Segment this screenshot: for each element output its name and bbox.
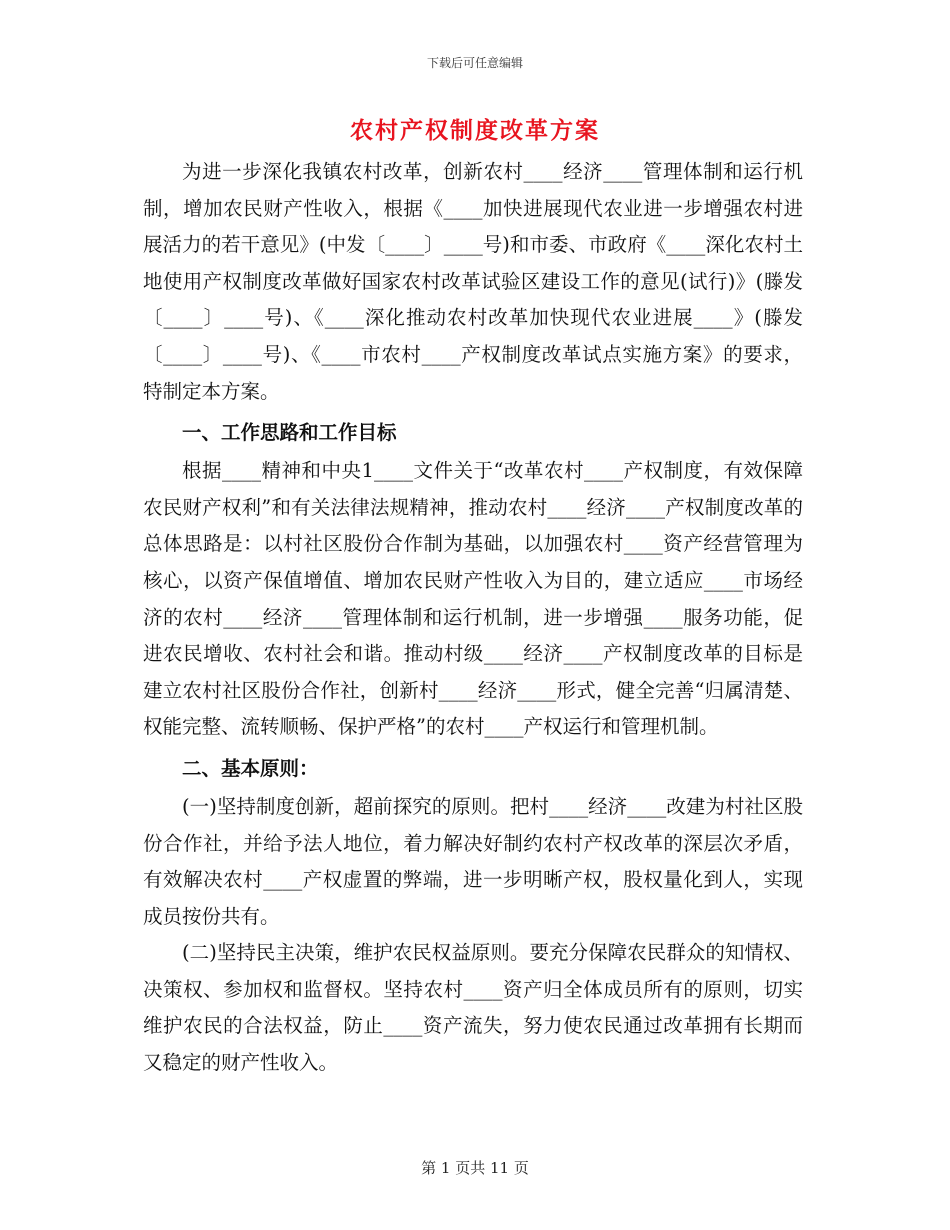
intro-paragraph: 为进一步深化我镇农村改革，创新农村____经济____管理体制和运行机制，增加农民财产性收入，根据《____加快进展现代农业进一步增强农村进展活力的若干意见》(中发〔____〕____号)和市委、市政府《____深化农村土地使用产权制度改革做好国家农村改革试验区建设工作的意见(试行)》(滕发〔____〕____号)、《____深化推动农村改革加快现代农业进展____》(滕发〔____〕____号)、《____市农村____产权制度改革试点实施方案》的要求，特制定本方案。: [143, 160, 803, 403]
section-1-paragraph: 根据____精神和中央1____文件关于“改革农村____产权制度，有效保障农民财产权利”和有关法律法规精神，推动农村____经济____产权制度改革的总体思路是：以村社区股份合作制为基础，以加强农村____资产经营管理为核心，以资产保值增值、增加农民财产性收入为目的，建立适应____市场经济的农村____经济____管理体制和运行机制，进一步增强____服务功能，促进农民增收、农村社会和谐。推动村级____经济____产权制度改革的目标是建立农村社区股份合作社，创新村____经济____形式，健全完善“归属清楚、权能完整、流转顺畅、保护严格”的农村____产权运行和管理机制。: [143, 459, 803, 739]
header-note: 下载后可任意编辑: [426, 56, 523, 70]
document-body: [143, 154, 803, 1082]
page-number: 第 1 页共 11 页: [421, 1159, 529, 1177]
principle-1-paragraph: (一)坚持制度创新，超前探究的原则。把村____经济____改建为村社区股份合作社，并给予法人地位，着力解决好制约农村产权改革的深层次矛盾，有效解决农村____产权虚置的弊端，进一步明晰产权，股权量化到人，实现成员按份共有。: [143, 794, 803, 928]
document-title: 农村产权制度改革方案: [350, 117, 600, 144]
principle-2-paragraph: (二)坚持民主决策，维护农民权益原则。要充分保障农民群众的知情权、决策权、参加权和监督权。坚持农村____资产归全体成员所有的原则，切实维护农民的合法权益，防止____资产流失，努力使农民通过改革拥有长期而又稳定的财产性收入。: [143, 941, 803, 1075]
section-heading-2: 二、基本原则：: [182, 756, 319, 780]
section-heading-1: 一、工作思路和工作目标: [182, 421, 397, 445]
